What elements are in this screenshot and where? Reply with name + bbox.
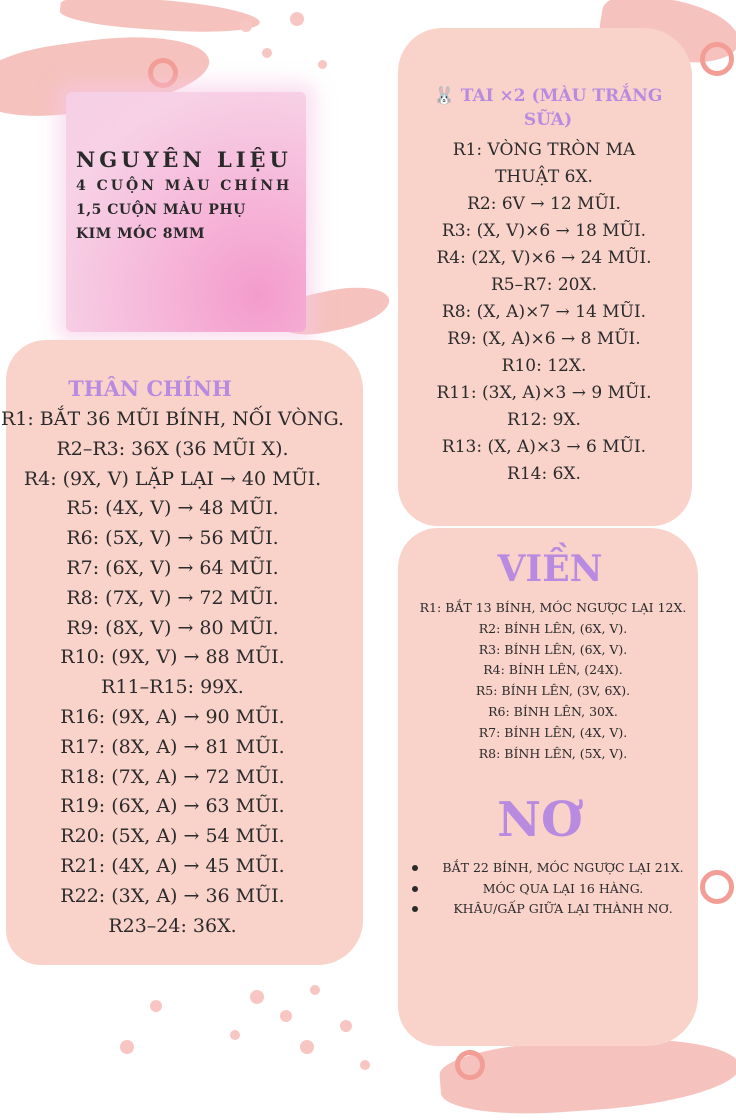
rabbit-icon: 🐰 [433,86,455,106]
pattern-row: R7: (6X, V) → 64 MŨI. [66,556,279,579]
decor-dot [240,20,252,32]
ears-heading [420,84,676,132]
safety-pin-ring-icon [700,870,734,904]
bow-step-list [428,858,698,920]
safety-pin-ring-icon [148,58,178,88]
pattern-row: R20: (5X, A) → 54 MŨI. [60,825,285,848]
bow-step-text: KHÂU/GẤP GIỮA LẠI THÀNH NƠ. [453,901,673,916]
pattern-row: R9: (X, A)×6 → 8 MŨI. [447,329,641,349]
pattern-row: R3: (X, V)×6 → 18 MŨI. [441,221,647,241]
pattern-row: R8: (7X, V) → 72 MŨI. [66,586,279,609]
materials-box [66,92,306,332]
bow-step-text: BẮT 22 BÍNH, MÓC NGƯỢC LẠI 21X. [442,860,684,875]
decor-dot [230,1030,240,1040]
pattern-row: R1: VÒNG TRÒN MA [452,140,636,160]
decor-dot [250,990,264,1004]
edge-heading: VIỀN [497,548,603,590]
bullet-icon [412,886,418,892]
decor-dot [290,12,304,26]
pattern-row: R8: BÍNH LÊN, (5X, V). [478,745,628,761]
pattern-row: R22: (3X, A) → 36 MŨI. [60,884,285,907]
safety-pin-ring-icon [455,1050,485,1080]
bow-step [428,899,698,920]
decor-dot [318,60,327,69]
bow-step [428,858,698,879]
pattern-row: R6: (5X, V) → 56 MŨI. [66,527,279,550]
pattern-row: R1: BẮT 13 BÍNH, MÓC NGƯỢC LẠI 12X. [419,600,687,615]
pattern-row: R4: (2X, V)×6 → 24 MŨI. [436,248,652,268]
pattern-row: R14: 6X. [507,464,581,484]
pattern-row: R7: BÍNH LÊN, (4X, V). [478,724,628,740]
materials-line: 4 CUỘN MÀU CHÍNH [76,178,293,194]
decor-dot [262,48,272,58]
pattern-row: R17: (8X, A) → 81 MŨI. [60,735,285,758]
materials-line: KIM MÓC 8MM [76,226,206,242]
pattern-row: R10: 12X. [501,356,587,376]
decor-dot [310,985,320,995]
edge-row-list [398,598,708,764]
pattern-row: R13: (X, A)×3 → 6 MŨI. [441,437,647,457]
bullet-icon [412,865,418,871]
pattern-row: R2–R3: 36X (36 MŨI X). [56,437,289,460]
decor-dot [280,1010,292,1022]
body-row-list [0,405,345,941]
ears-heading-line1: TAI ×2 (MÀU TRẮNG [460,86,663,106]
bullet-icon [412,906,418,912]
materials-title: NGUYÊN LIỆU [76,147,292,172]
decor-dot [150,1000,162,1012]
safety-pin-ring-icon [700,42,734,76]
pattern-row: R2: 6V → 12 MŨI. [467,194,621,214]
bow-heading: NƠ [497,792,583,848]
ears-row-list [410,137,678,488]
pattern-row: R16: (9X, A) → 90 MŨI. [60,705,285,728]
pattern-row: R3: BÍNH LÊN, (6X, V). [478,641,628,657]
pattern-row: R23–24: 36X. [108,914,237,937]
pattern-row: R18: (7X, A) → 72 MŨI. [60,765,285,788]
decor-dot [340,1020,352,1032]
pattern-row: R11: (3X, A)×3 → 9 MŨI. [436,383,652,403]
pattern-row: R6: BÍNH LÊN, 30X. [488,703,618,719]
bow-step-text: MÓC QUA LẠI 16 HÀNG. [482,880,644,896]
pattern-row: R4: (9X, V) LẶP LẠI → 40 MŨI. [23,467,322,490]
brush-stroke [59,0,261,37]
pattern-row: R12: 9X. [507,410,581,430]
pattern-row: R2: BÍNH LÊN, (6X, V). [478,620,628,636]
pattern-row: R5: (4X, V) → 48 MŨI. [66,497,279,520]
decor-dot [300,1040,314,1054]
pattern-row: THUẬT 6X. [495,167,593,187]
pattern-row: R1: BẮT 36 MŨI BÍNH, NỐI VÒNG. [0,408,345,430]
body-heading: THÂN CHÍNH [68,376,232,401]
pattern-row: R21: (4X, A) → 45 MŨI. [60,854,285,877]
ears-heading-line2: SỮA) [523,110,573,130]
pattern-row: R5–R7: 20X. [490,275,597,295]
pattern-row: R5: BÍNH LÊN, (3V, 6X). [475,683,631,699]
decor-dot [120,1040,134,1054]
pattern-row: R9: (8X, V) → 80 MŨI. [66,616,279,639]
pattern-row: R10: (9X, V) → 88 MŨI. [60,646,285,669]
bow-step [428,879,698,900]
materials-line: 1,5 CUỘN MÀU PHỤ [76,202,246,218]
pattern-row: R8: (X, A)×7 → 14 MŨI. [441,302,647,322]
pattern-row: R19: (6X, A) → 63 MŨI. [60,795,285,818]
decor-dot [360,1060,370,1070]
pattern-row: R11–R15: 99X. [101,676,244,699]
pattern-row: R4: BÍNH LÊN, (24X). [483,662,623,678]
